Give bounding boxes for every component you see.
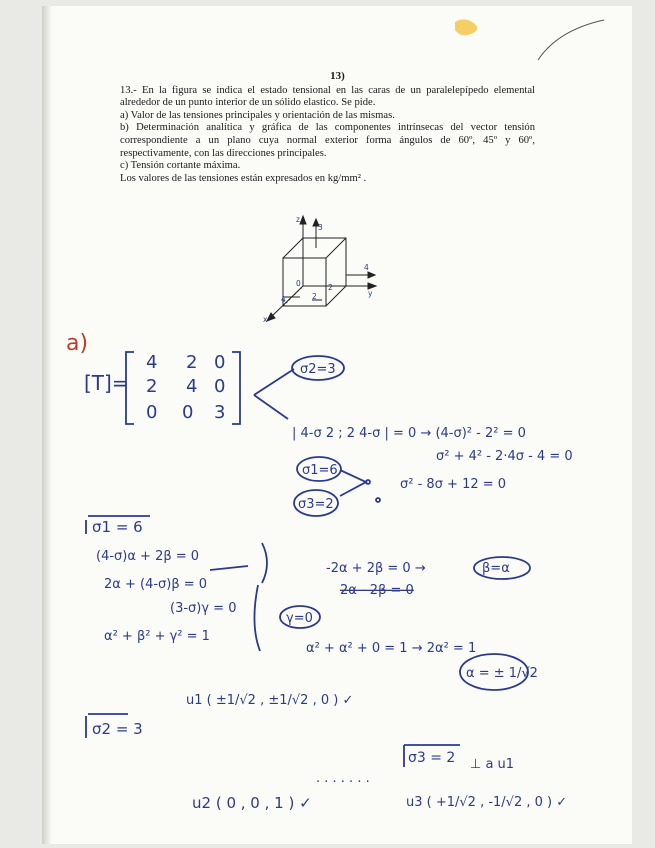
label-origin: 0 bbox=[296, 279, 301, 288]
substitution-eq: -2α + 2β = 0 → bbox=[326, 561, 426, 576]
label-front-4: 4 bbox=[281, 295, 286, 304]
sigma1-circled: σ1=6 bbox=[302, 463, 338, 478]
box-sigma3: σ3 = 2 bbox=[408, 750, 456, 766]
box-sigma2: σ2 = 3 bbox=[92, 720, 143, 738]
box-sigma1: σ1 = 6 bbox=[92, 518, 143, 536]
units-note: Los valores de las tensiones están expresados en kg/mm² . bbox=[120, 172, 367, 184]
normalization-eq: α² + α² + 0 = 1 → 2α² = 1 bbox=[306, 641, 477, 656]
eq-2: 2α + (4-σ)β = 0 bbox=[104, 577, 208, 592]
label-y: y bbox=[368, 289, 373, 298]
vector-u2: u2 ( 0 , 0 , 1 ) ✓ bbox=[192, 794, 312, 812]
tensor-label: [T]= bbox=[84, 371, 129, 395]
m-r1c1: 4 bbox=[146, 352, 158, 373]
item-c: c) Tensión cortante máxima. bbox=[120, 160, 241, 172]
label-x: x bbox=[263, 315, 268, 324]
vector-u3: u3 ( +1/√2 , -1/√2 , 0 ) ✓ bbox=[406, 795, 568, 810]
sigma2-circled: σ2=3 bbox=[300, 362, 336, 377]
gamma-zero: γ=0 bbox=[286, 611, 313, 626]
alpha-value: α = ± 1/√2 bbox=[466, 666, 538, 681]
vector-u1: u1 ( ±1/√2 , ±1/√2 , 0 ) ✓ bbox=[186, 693, 354, 708]
label-front-2: 2 bbox=[312, 292, 317, 301]
m-r3c3: 3 bbox=[214, 402, 226, 423]
m-r1c3: 0 bbox=[214, 352, 226, 373]
perpendicular-note: ⊥ a u1 bbox=[470, 757, 515, 772]
label-top-3: 3 bbox=[318, 223, 323, 232]
m-r2c1: 2 bbox=[146, 376, 158, 397]
problem-number: 13) bbox=[330, 70, 345, 82]
eq-3: (3-σ)γ = 0 bbox=[170, 601, 237, 616]
m-r3c2: 0 bbox=[182, 402, 194, 423]
struck-eq: 2α - 2β = 0 bbox=[340, 583, 414, 598]
eq-1: (4-σ)α + 2β = 0 bbox=[96, 549, 200, 564]
m-r3c1: 0 bbox=[146, 402, 158, 423]
item-a: a) Valor de las tensiones principales y orientación de las mismas. bbox=[120, 109, 395, 121]
determinant-line: | 4-σ 2 ; 2 4-σ | = 0 → (4-σ)² - 2² = 0 bbox=[292, 426, 526, 441]
m-r1c2: 2 bbox=[186, 352, 198, 373]
beta-equals-alpha: β=α bbox=[482, 561, 510, 576]
item-b: b) Determinación analítica y gráfica de las componentes intrínsecas del vector tensión correspondiente a un plano cuya normal exterior forma ángulos de 60º, 45º y 60º, respectivamente, con las direcciones principales. bbox=[120, 122, 535, 159]
eq-4: α² + β² + γ² = 1 bbox=[104, 629, 210, 644]
quadratic-eq: σ² - 8σ + 12 = 0 bbox=[400, 477, 507, 492]
part-a-label: a) bbox=[66, 331, 89, 356]
label-z: z bbox=[296, 215, 300, 224]
ellipsis: . . . . . . . bbox=[316, 771, 370, 786]
sigma3-circled: σ3=2 bbox=[298, 497, 334, 512]
expanded-line: σ² + 4² - 2·4σ - 4 = 0 bbox=[436, 449, 573, 464]
m-r2c3: 0 bbox=[214, 376, 226, 397]
label-right-2: 2 bbox=[328, 283, 333, 292]
statement-text: 13.- En la figura se indica el estado tensional en las caras de un paralelepípedo elemental alrededor de un punto interior de un sólido elastico. Se pide. bbox=[120, 84, 535, 109]
label-side-4: 4 bbox=[364, 263, 369, 272]
m-r2c2: 4 bbox=[186, 376, 198, 397]
